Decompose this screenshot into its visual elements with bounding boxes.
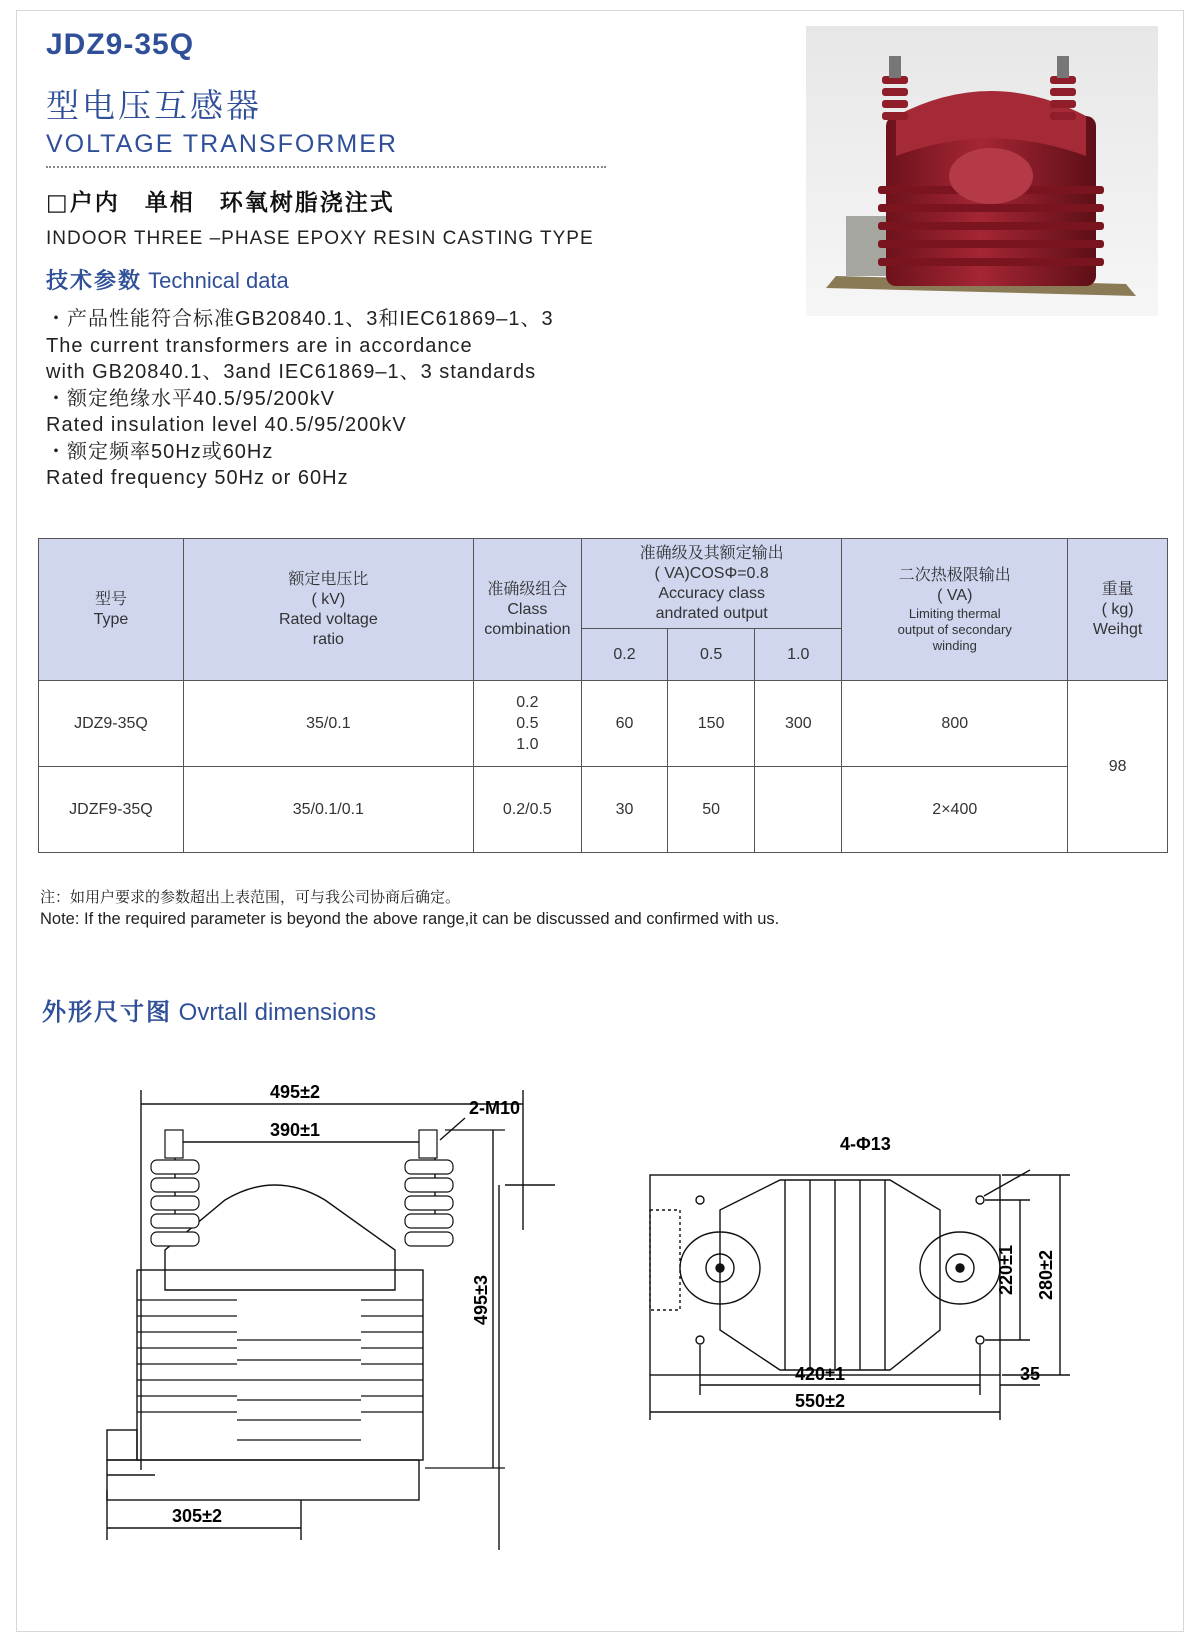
dimensions-heading [42,992,376,1027]
feature-line: ・额定绝缘水平40.5/95/200kV [46,387,335,410]
table-row: JDZ9-35Q 35/0.1 0.2 0.5 1.0 60 150 300 800 98 [39,681,1168,767]
header-rated-voltage: 额定电压比 ( kV) Rated voltage ratio [183,539,473,681]
dim-holes: 4-Φ13 [840,1134,891,1154]
dim-w-outer: 550±2 [795,1391,845,1411]
product-title-cn: 型电压互感器 [46,86,262,125]
feature-line: The current transformers are in accordance [46,334,473,357]
header-acc-1.0: 1.0 [755,629,842,681]
header-acc-0.2: 0.2 [581,629,667,681]
dotted-divider [46,166,606,168]
table-row: JDZF9-35Q 35/0.1/0.1 0.2/0.5 30 50 2×400 [39,767,1168,853]
product-photo [806,26,1158,316]
header-thermal-output: 二次热极限输出 ( VA) Limiting thermal output of secondary winding [842,539,1068,681]
dim-h-inner: 220±1 [996,1245,1016,1295]
dimensions-heading-cn: 外形尺寸图 [42,998,172,1026]
front-view-drawing [95,1070,555,1550]
technical-heading-cn: 技术参数 [46,269,143,294]
feature-line: with GB20840.1、3and IEC61869–1、3 standards [46,361,537,383]
dim-width-total: 495±2 [270,1082,320,1102]
type-description-en: INDOOR THREE –PHASE EPOXY RESIN CASTING TYPE [46,228,594,249]
dim-width-inner: 390±1 [270,1120,320,1140]
product-model: JDZ9-35Q [46,28,195,61]
feature-line: ・额定频率50Hz或60Hz [46,440,274,463]
top-view-drawing [640,1130,1110,1450]
technical-heading-en: Technical data [148,268,289,293]
dim-height: 495±3 [471,1275,491,1325]
specification-table [38,538,1168,853]
header-class-combination: 准确级组合 Class combination [473,539,581,681]
feature-line: ・产品性能符合标准GB20840.1、3和IEC61869–1、3 [46,308,554,330]
header-weight: 重量 ( kg) Weihgt [1068,539,1168,681]
dim-w-inner: 420±1 [795,1364,845,1384]
header-type: 型号 Type [39,539,184,681]
technical-features [46,306,554,492]
weight-value: 98 [1068,681,1168,853]
technical-data-heading [46,264,289,295]
feature-line: Rated frequency 50Hz or 60Hz [46,467,349,489]
dim-bolt: 2-M10 [469,1098,521,1118]
type-description-cn: □户内 单相 环氧树脂浇注式 [46,190,395,216]
header-accuracy-output: 准确级及其额定输出 ( VA)COSΦ=0.8 Accuracy class andrated output [581,539,841,629]
dim-base: 305±2 [172,1506,222,1526]
dim-h-outer: 280±2 [1036,1250,1056,1300]
product-title-en: VOLTAGE TRANSFORMER [46,130,398,158]
table-note [40,886,779,930]
note-en: Note: If the required parameter is beyond the above range,it can be discussed and confirmed with us. [40,910,780,928]
note-cn: 注：如用户要求的参数超出上表范围，可与我公司协商后确定。 [40,888,461,906]
dim-offset: 35 [1020,1364,1041,1384]
dimensions-heading-en: Ovrtall dimensions [178,999,377,1026]
feature-line: Rated insulation level 40.5/95/200kV [46,414,407,436]
header-acc-0.5: 0.5 [668,629,755,681]
